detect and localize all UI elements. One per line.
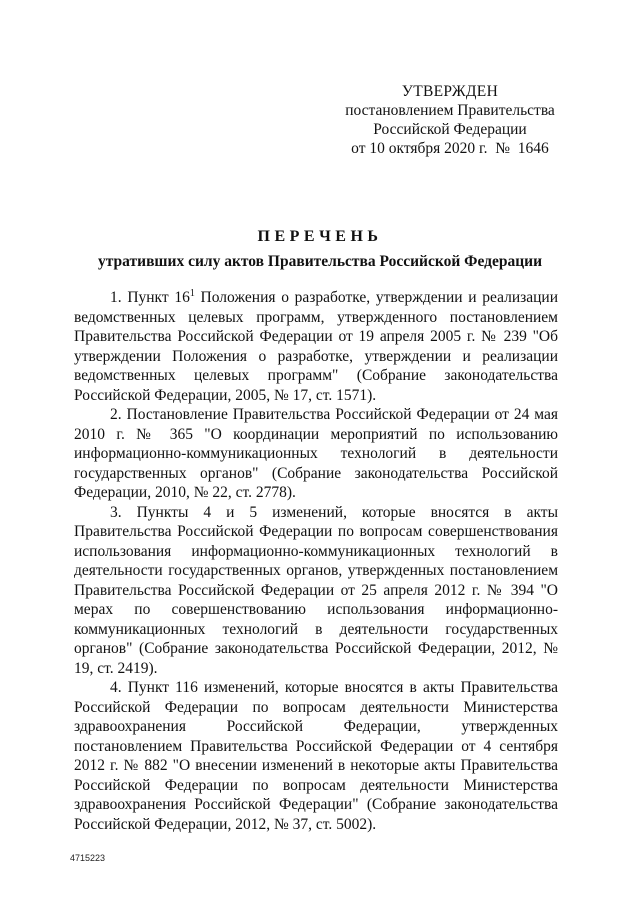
list-item-3: 3. Пункты 4 и 5 изменений, которые вносятся в акты Правительства Российской Федерации по вопросам совершенствования использования информационно-коммуникационных технологий в деятельности государственных органов, утвержденных постановлением Правительства Российской Федерации от 25 апреля 2012 г. № 394 "О мерах по совершенствованию использования информационно-коммуникационных технологий в деятельности государственных органов" (Собрание законодательства Российской Федерации, 2012, № 19, ст. 2419).	[74, 503, 558, 677]
list-item-4: 4. Пункт 116 изменений, которые вносятся в акты Правительства Российской Федерации по вопросам деятельности Министерства здравоохранения Российской Федерации, утвержденных постановлением Правительства Российской Федерации от 4 сентября 2012 г. № 882 "О внесении изменений в некоторые акты Правительства Российской Федерации по вопросам деятельности Министерства здравоохранения Российской Федерации" (Собрание законодательства Российской Федерации, 2012, № 37, ст. 5002).	[74, 679, 558, 833]
approval-line-2: Российской Федерации	[373, 121, 527, 138]
document-title: ПЕРЕЧЕНЬ	[257, 228, 383, 245]
approval-line-3: от 10 октября 2020 г. № 1646	[351, 140, 549, 157]
approval-line-1: постановлением Правительства	[345, 102, 555, 119]
approval-stamp: УТВЕРЖДЕН	[401, 83, 499, 100]
approval-block	[340, 82, 560, 158]
list-item-2: 2. Постановление Правительства Российской Федерации от 24 мая 2010 г. № 365 "О координации мероприятий по использованию информационно-коммуникационных технологий в деятельности государственных органов" (Собрание законодательства Российской Федерации, 2010, № 22, ст. 2778).	[74, 406, 558, 501]
item-1-superscript: 1	[189, 287, 195, 299]
item-1-text: Положения о разработке, утверждении и реализации ведомственных целевых программ, утвержденного постановлением Правительства Российской Федерации от 19 апреля 2005 г. № 239 "Об утверждении Положения о разработке, утверждении и реализации ведомственных целевых программ" (Собрание законодательства Российской Федерации, 2005, № 17, ст. 1571).	[74, 289, 558, 404]
list-item-1	[74, 288, 558, 405]
item-list	[74, 288, 558, 834]
item-1-lead: 1. Пункт 16	[110, 289, 190, 306]
document-code: 4715223	[70, 853, 106, 863]
document-subtitle: утративших силу актов Правительства Российской Федерации	[98, 253, 542, 270]
